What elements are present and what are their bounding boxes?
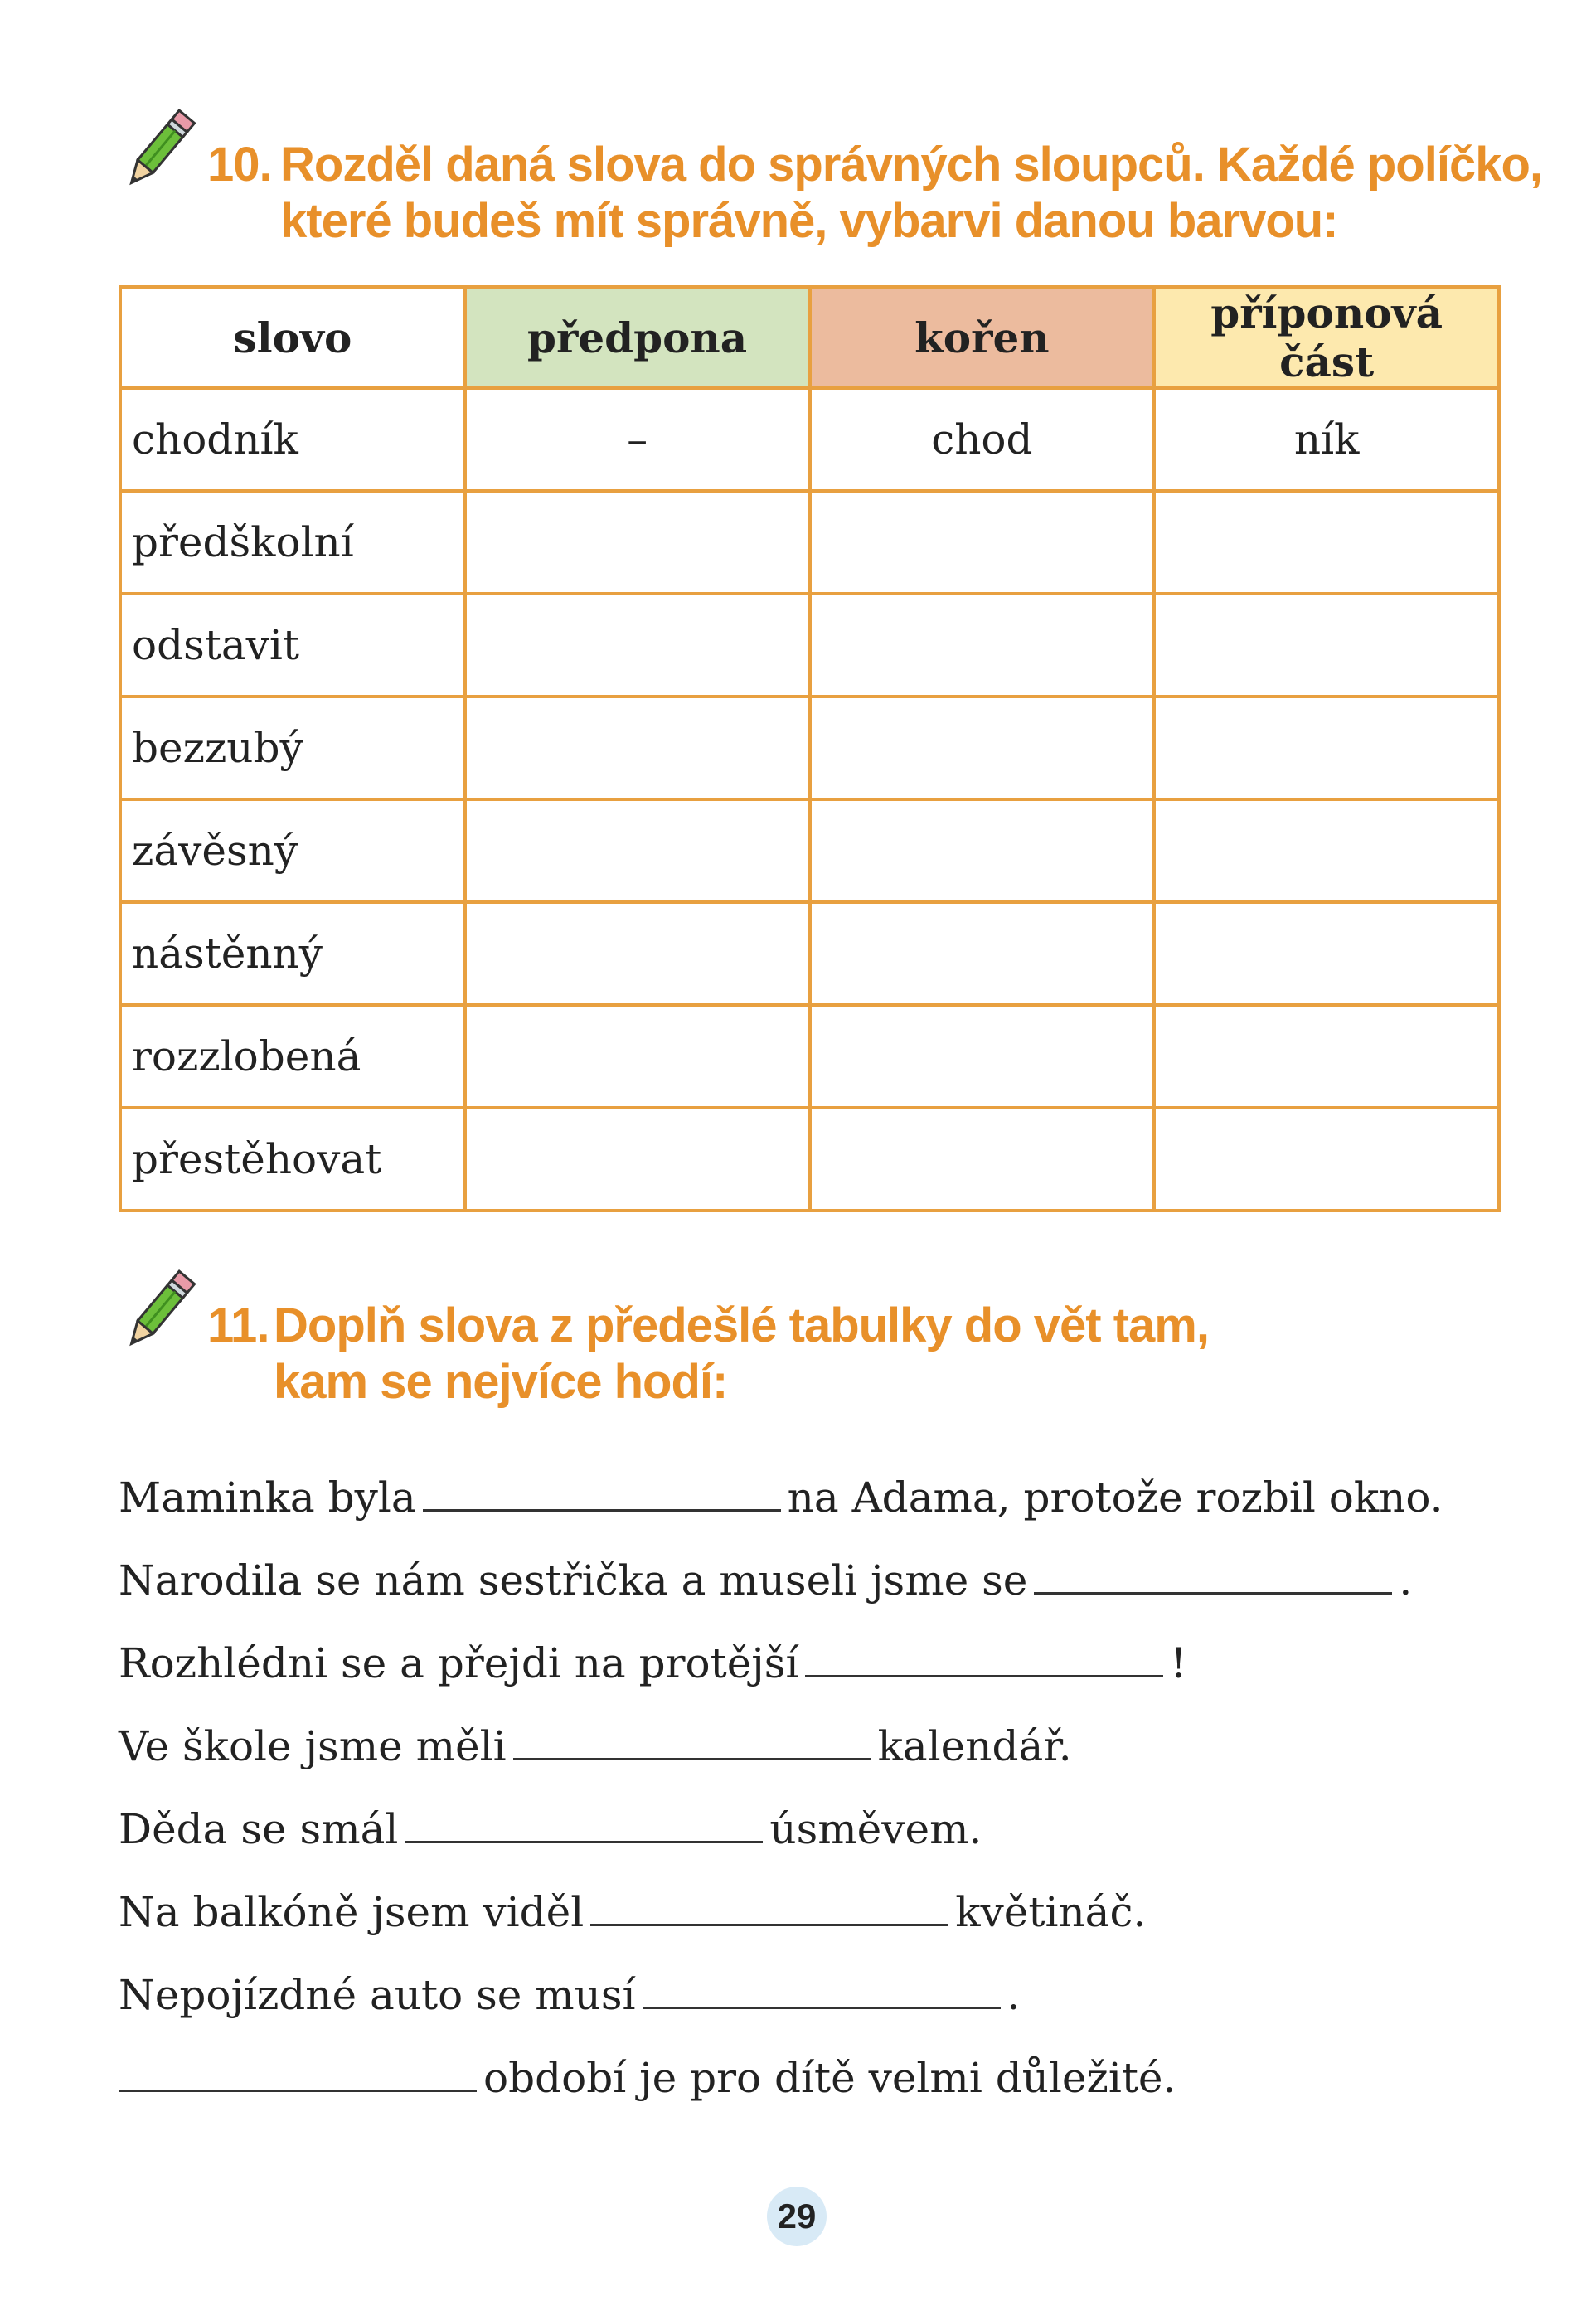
sentence [119, 1799, 1528, 1882]
header-priponova-cast: příponová část [1154, 287, 1499, 388]
table-row [120, 799, 1499, 902]
sentence-text-before: Narodila se nám sestřička a museli jsme se [119, 1556, 1028, 1604]
answer-blank[interactable] [805, 1634, 1163, 1677]
sentence-text-after: období je pro dítě velmi důležité. [483, 2054, 1176, 2102]
task-11-title [207, 1298, 1209, 1410]
task-10-title-line2: které budeš mít správně, vybarvi danou barvou: [280, 194, 1338, 248]
suffix-cell[interactable] [1154, 697, 1499, 799]
table-row [120, 697, 1499, 799]
suffix-cell[interactable] [1154, 594, 1499, 697]
header-predpona: předpona [465, 287, 810, 388]
answer-blank[interactable] [513, 1716, 871, 1760]
sentence [119, 1882, 1528, 1965]
table-row [120, 1005, 1499, 1108]
word-cell: odstavit [120, 594, 465, 697]
sentence-text-before: Nepojízdné auto se musí [119, 1971, 636, 2019]
sentence [119, 1716, 1528, 1799]
sentence-text-after: . [1007, 1971, 1021, 2019]
root-cell[interactable] [810, 1108, 1155, 1211]
root-cell[interactable] [810, 1005, 1155, 1108]
prefix-cell[interactable] [465, 1108, 810, 1211]
root-cell[interactable] [810, 902, 1155, 1005]
word-cell: nástěnný [120, 902, 465, 1005]
word-parts-table [119, 285, 1501, 1212]
suffix-cell[interactable]: ník [1154, 388, 1499, 491]
sentence-text-after: . [1399, 1556, 1413, 1604]
sentence [119, 1965, 1528, 2048]
answer-blank[interactable] [405, 1799, 763, 1843]
suffix-cell[interactable] [1154, 902, 1499, 1005]
sentence-text-after: kalendář. [877, 1722, 1072, 1770]
task-10-number: 10. [207, 138, 272, 192]
sentence [119, 1551, 1528, 1634]
root-cell[interactable] [810, 799, 1155, 902]
table-row [120, 902, 1499, 1005]
sentence-text-after: na Adama, protože rozbil okno. [787, 1473, 1443, 1522]
word-cell: chodník [120, 388, 465, 491]
sentence [119, 2048, 1528, 2131]
prefix-cell[interactable] [465, 491, 810, 594]
word-cell: bezzubý [120, 697, 465, 799]
sentence-text-after: ! [1170, 1639, 1187, 1687]
suffix-cell[interactable] [1154, 1005, 1499, 1108]
word-cell: přestěhovat [120, 1108, 465, 1211]
table-row [120, 594, 1499, 697]
pencil-icon [116, 106, 199, 197]
header-slovo: slovo [120, 287, 465, 388]
root-cell[interactable] [810, 491, 1155, 594]
word-cell: rozzlobená [120, 1005, 465, 1108]
answer-blank[interactable] [119, 2048, 477, 2092]
sentence-text-before: Na balkóně jsem viděl [119, 1888, 585, 1936]
task-11-number: 11. [207, 1299, 269, 1352]
sentence [119, 1468, 1528, 1551]
root-cell[interactable]: chod [810, 388, 1155, 491]
sentence-text-after: květináč. [955, 1888, 1147, 1936]
table-row [120, 388, 1499, 491]
prefix-cell[interactable] [465, 799, 810, 902]
sentence [119, 1634, 1528, 1716]
task-11-title-line1: Doplň slova z předešlé tabulky do vět tam, [274, 1299, 1209, 1352]
sentence-text-before: Děda se smál [119, 1805, 399, 1853]
prefix-cell[interactable] [465, 902, 810, 1005]
word-cell: předškolní [120, 491, 465, 594]
sentence-list [119, 1468, 1528, 2131]
suffix-cell[interactable] [1154, 1108, 1499, 1211]
word-cell: závěsný [120, 799, 465, 902]
suffix-cell[interactable] [1154, 491, 1499, 594]
sentence-text-after: úsměvem. [769, 1805, 982, 1853]
root-cell[interactable] [810, 594, 1155, 697]
table-header-row [120, 287, 1499, 388]
sentence-text-before: Rozhlédni se a přejdi na protější [119, 1639, 799, 1687]
pencil-icon [116, 1267, 199, 1358]
suffix-cell[interactable] [1154, 799, 1499, 902]
prefix-cell[interactable] [465, 594, 810, 697]
sentence-text-before: Maminka byla [119, 1473, 416, 1522]
table-row [120, 1108, 1499, 1211]
table-row [120, 491, 1499, 594]
root-cell[interactable] [810, 697, 1155, 799]
task-11-title-line2: kam se nejvíce hodí: [274, 1355, 728, 1409]
header-koren: kořen [810, 287, 1155, 388]
prefix-cell[interactable] [465, 697, 810, 799]
task-10-title [207, 137, 1542, 250]
page-number: 29 [767, 2187, 827, 2246]
prefix-cell[interactable] [465, 1005, 810, 1108]
task-10-title-line1: Rozděl daná slova do správných sloupců. Každé políčko, [280, 138, 1543, 192]
answer-blank[interactable] [423, 1468, 781, 1512]
answer-blank[interactable] [1034, 1551, 1392, 1595]
answer-blank[interactable] [643, 1965, 1001, 2009]
answer-blank[interactable] [590, 1882, 948, 1926]
sentence-text-before: Ve škole jsme měli [119, 1722, 507, 1770]
prefix-cell[interactable]: – [465, 388, 810, 491]
